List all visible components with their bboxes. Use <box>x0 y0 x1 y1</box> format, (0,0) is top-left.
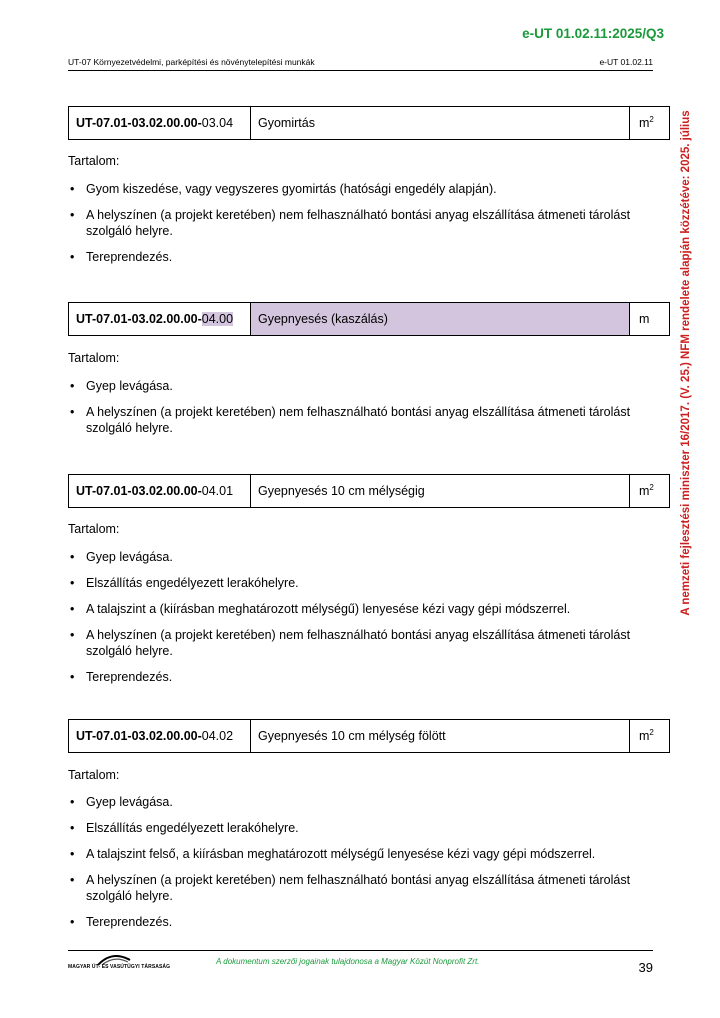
item-unit <box>630 720 669 752</box>
content-label: Tartalom: <box>68 351 120 365</box>
publication-note-text: A nemzeti fejlesztési miniszter 16/2017. (V. 25.) NFM rendelete alapján közzétéve: 2025. július <box>680 109 692 616</box>
item-unit-text: m <box>639 484 650 498</box>
item-code-suffix: 04.01 <box>201 484 234 498</box>
list-item: • A helyszínen (a projekt keretében) nem felhasználható bontási anyag elszállítása átmeneti tárolást szolgáló helyre. <box>68 872 648 904</box>
list-item: • Elszállítás engedélyezett lerakóhelyre. <box>68 820 648 836</box>
content-list <box>68 549 648 695</box>
item-unit-exponent: 2 <box>649 482 654 492</box>
list-item: • Tereprendezés. <box>68 249 648 265</box>
item-code-main: UT-07.01-03.02.00.00- <box>76 484 202 498</box>
item-unit <box>630 475 669 507</box>
header-doc-code: e-UT 01.02.11 <box>599 57 653 67</box>
content-list <box>68 181 648 275</box>
publisher-logo <box>68 952 171 974</box>
item-unit <box>630 303 669 335</box>
list-item: • Tereprendezés. <box>68 669 648 685</box>
item-unit-exponent: 2 <box>649 727 654 737</box>
content-list <box>68 794 648 940</box>
list-item: • Gyom kiszedése, vagy vegyszeres gyomirtás (hatósági engedély alapján). <box>68 181 648 197</box>
item-code-main: UT-07.01-03.02.00.00- <box>76 312 202 326</box>
item-code <box>69 475 251 507</box>
item-code-main: UT-07.01-03.02.00.00- <box>76 729 202 743</box>
item-code-main: UT-07.01-03.02.00.00- <box>76 116 202 130</box>
item-name: Gyepnyesés 10 cm mélységig <box>251 475 630 507</box>
list-item: • A talajszint felső, a kiírásban meghatározott mélységű lenyesése kézi vagy gépi módszerrel. <box>68 846 648 862</box>
item-code <box>69 303 251 335</box>
content-label: Tartalom: <box>68 522 120 536</box>
item-code-suffix: 04.02 <box>201 729 234 743</box>
footer-divider <box>68 950 653 951</box>
item-code <box>69 107 251 139</box>
item-name: Gyomirtás <box>251 107 630 139</box>
document-code: e-UT 01.02.11:2025/Q3 <box>522 26 664 41</box>
list-item: • Gyep levágása. <box>68 378 648 394</box>
running-header <box>68 57 653 71</box>
item-name: Gyepnyesés (kaszálás) <box>251 303 630 335</box>
item-unit-text: m <box>639 729 650 743</box>
item-unit <box>630 107 669 139</box>
list-item: • A helyszínen (a projekt keretében) nem felhasználható bontási anyag elszállítása átmeneti tárolást szolgáló helyre. <box>68 627 648 659</box>
list-item: • Gyep levágása. <box>68 794 648 810</box>
list-item: • Tereprendezés. <box>68 914 648 930</box>
list-item: • A talajszint a (kiírásban meghatározott mélységű) lenyesése kézi vagy gépi módszerrel. <box>68 601 648 617</box>
list-item: • A helyszínen (a projekt keretében) nem felhasználható bontási anyag elszállítása átmeneti tárolást szolgáló helyre. <box>68 404 648 436</box>
list-item: • Gyep levágása. <box>68 549 648 565</box>
item-code <box>69 720 251 752</box>
copyright-notice: A dokumentum szerzői jogainak tulajdonosa a Magyar Közút Nonprofit Zrt. <box>216 957 480 966</box>
page-number: 39 <box>638 960 653 975</box>
item-header-row <box>68 106 670 140</box>
content-label: Tartalom: <box>68 768 120 782</box>
content-label: Tartalom: <box>68 154 120 168</box>
item-code-suffix: 04.00 <box>201 312 234 326</box>
item-unit-exponent: 2 <box>649 114 654 124</box>
list-item: • A helyszínen (a projekt keretében) nem felhasználható bontási anyag elszállítása átmeneti tárolást szolgáló helyre. <box>68 207 648 239</box>
item-header-row <box>68 302 670 336</box>
item-unit-text: m <box>639 312 650 326</box>
list-item: • Elszállítás engedélyezett lerakóhelyre. <box>68 575 648 591</box>
item-name: Gyepnyesés 10 cm mélység fölött <box>251 720 630 752</box>
item-unit-text: m <box>639 116 650 130</box>
content-list <box>68 378 648 446</box>
item-header-row <box>68 474 670 508</box>
header-chapter-title: UT-07 Környezetvédelmi, parképítési és növénytelepítési munkák <box>68 57 315 67</box>
publication-note <box>678 95 694 630</box>
logo-text: MAGYAR ÚT- ÉS VASÚTÜGYI TÁRSASÁG <box>68 964 171 970</box>
item-code-suffix: 03.04 <box>201 116 234 130</box>
item-header-row <box>68 719 670 753</box>
